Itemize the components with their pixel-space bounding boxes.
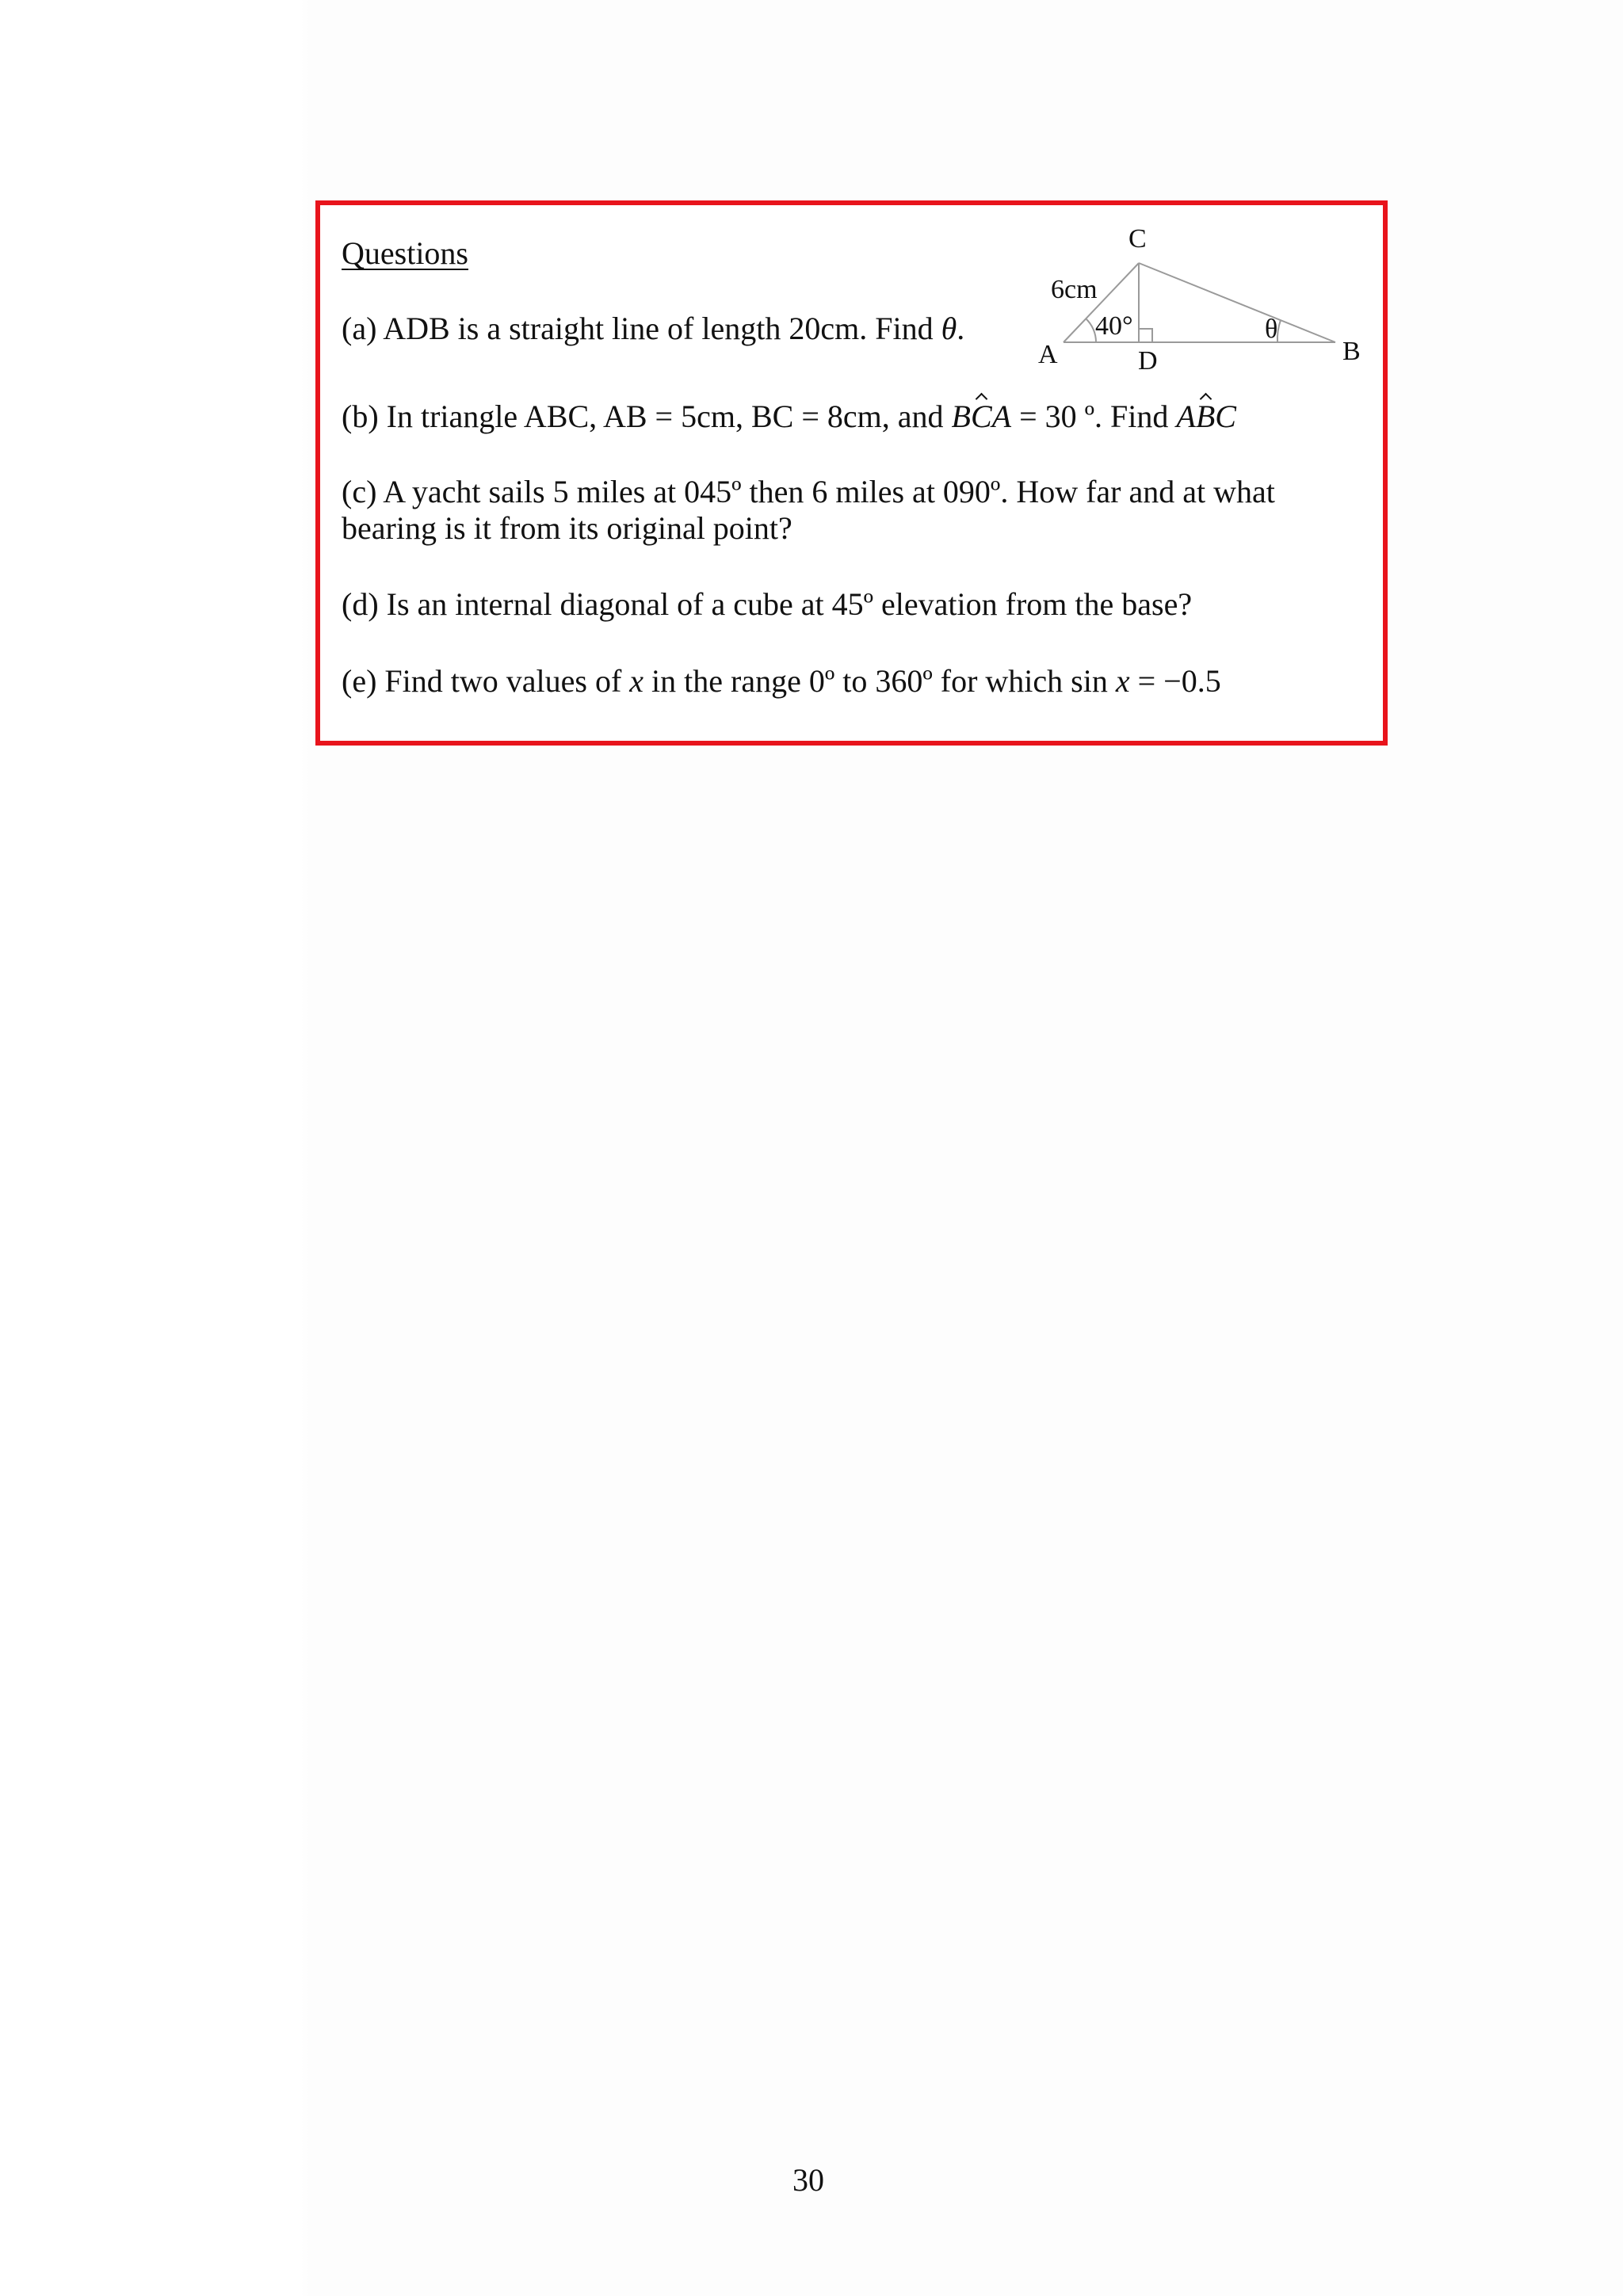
angle-bca: BCA: [951, 399, 1012, 434]
question-c-line-2: bearing is it from its original point?: [342, 510, 792, 546]
question-a-end: .: [957, 311, 965, 346]
question-a-theta: θ: [941, 311, 957, 346]
side-ac-label: 6cm: [1051, 275, 1098, 304]
question-a: [342, 311, 964, 346]
question-e: (e) Find two values of x in the range 0º to 360º for which sin x = −0.5: [342, 663, 1221, 699]
angle-a-label: 40°: [1095, 311, 1133, 341]
question-b-text: (b) In triangle ABC, AB = 5cm, BC = 8cm, and: [342, 399, 944, 434]
vertex-a-label: A: [1038, 340, 1058, 369]
triangle-diagram: [1030, 214, 1379, 380]
sin-expression: sin x = −0.5: [1071, 663, 1221, 699]
question-b: [342, 399, 1236, 434]
line-cb: [1139, 263, 1335, 342]
angle-b-label: θ: [1265, 315, 1278, 344]
vertex-c-label: C: [1128, 224, 1147, 254]
questions-heading: Questions: [342, 235, 468, 271]
vertex-d-label: D: [1138, 346, 1158, 376]
question-b-equals: = 30 º. Find: [1011, 399, 1177, 434]
right-angle-mark: [1139, 329, 1152, 342]
question-d: (d) Is an internal diagonal of a cube at 45º elevation from the base?: [342, 586, 1193, 622]
angle-abc: ABC: [1176, 399, 1236, 434]
variable-x: x: [629, 663, 644, 699]
question-a-text: (a) ADB is a straight line of length 20cm. Find: [342, 311, 934, 346]
angle-b-arc: [1277, 320, 1281, 342]
vertex-b-label: B: [1342, 337, 1361, 366]
page-number: 30: [792, 2162, 824, 2198]
question-c-line-1: (c) A yacht sails 5 miles at 045º then 6 miles at 090º. How far and at what: [342, 474, 1275, 509]
